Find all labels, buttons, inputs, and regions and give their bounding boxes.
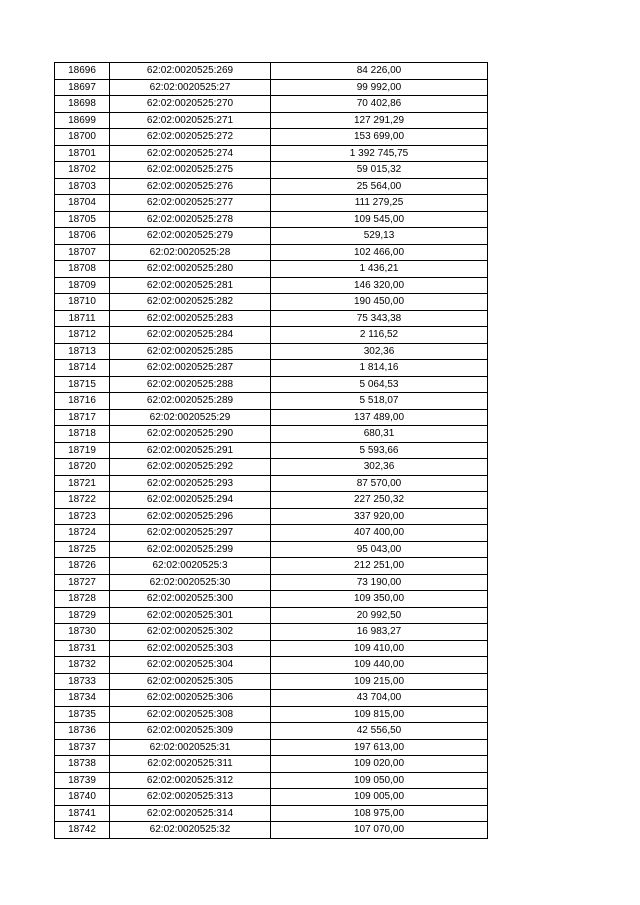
row-number-cell: 18733 [55, 673, 110, 690]
table-row [55, 640, 488, 657]
table-row [55, 492, 488, 509]
row-number-cell: 18702 [55, 162, 110, 179]
cadastral-number-cell: 62:02:0020525:303 [110, 640, 271, 657]
row-number-cell: 18713 [55, 343, 110, 360]
row-number-cell: 18704 [55, 195, 110, 212]
cadastral-number-cell: 62:02:0020525:304 [110, 657, 271, 674]
table-row [55, 277, 488, 294]
cadastral-number-cell: 62:02:0020525:283 [110, 310, 271, 327]
cadastral-number-cell: 62:02:0020525:313 [110, 789, 271, 806]
table-row [55, 789, 488, 806]
cadastral-number-cell: 62:02:0020525:274 [110, 145, 271, 162]
value-cell: 108 975,00 [271, 805, 488, 822]
row-number-cell: 18710 [55, 294, 110, 311]
table-row [55, 211, 488, 228]
table-row [55, 657, 488, 674]
value-cell: 109 440,00 [271, 657, 488, 674]
row-number-cell: 18734 [55, 690, 110, 707]
table-row [55, 112, 488, 129]
row-number-cell: 18703 [55, 178, 110, 195]
table-row [55, 343, 488, 360]
value-cell: 111 279,25 [271, 195, 488, 212]
cadastral-number-cell: 62:02:0020525:297 [110, 525, 271, 542]
value-cell: 43 704,00 [271, 690, 488, 707]
table-row [55, 541, 488, 558]
cadastral-value-table [54, 62, 488, 839]
table-row [55, 508, 488, 525]
row-number-cell: 18732 [55, 657, 110, 674]
cadastral-number-cell: 62:02:0020525:269 [110, 63, 271, 80]
table-row [55, 772, 488, 789]
table-row [55, 426, 488, 443]
row-number-cell: 18721 [55, 475, 110, 492]
row-number-cell: 18731 [55, 640, 110, 657]
row-number-cell: 18709 [55, 277, 110, 294]
cadastral-number-cell: 62:02:0020525:288 [110, 376, 271, 393]
table-row [55, 360, 488, 377]
row-number-cell: 18737 [55, 739, 110, 756]
cadastral-number-cell: 62:02:0020525:314 [110, 805, 271, 822]
table-row [55, 310, 488, 327]
value-cell: 302,36 [271, 343, 488, 360]
value-cell: 212 251,00 [271, 558, 488, 575]
row-number-cell: 18739 [55, 772, 110, 789]
cadastral-number-cell: 62:02:0020525:280 [110, 261, 271, 278]
cadastral-number-cell: 62:02:0020525:299 [110, 541, 271, 558]
cadastral-number-cell: 62:02:0020525:277 [110, 195, 271, 212]
table-row [55, 327, 488, 344]
row-number-cell: 18728 [55, 591, 110, 608]
cadastral-number-cell: 62:02:0020525:291 [110, 442, 271, 459]
row-number-cell: 18698 [55, 96, 110, 113]
table-row [55, 409, 488, 426]
value-cell: 529,13 [271, 228, 488, 245]
table-row [55, 393, 488, 410]
cadastral-number-cell: 62:02:0020525:30 [110, 574, 271, 591]
value-cell: 407 400,00 [271, 525, 488, 542]
table-row [55, 178, 488, 195]
row-number-cell: 18735 [55, 706, 110, 723]
cadastral-number-cell: 62:02:0020525:3 [110, 558, 271, 575]
row-number-cell: 18726 [55, 558, 110, 575]
value-cell: 87 570,00 [271, 475, 488, 492]
value-cell: 1 814,16 [271, 360, 488, 377]
value-cell: 109 545,00 [271, 211, 488, 228]
value-cell: 109 350,00 [271, 591, 488, 608]
table-row [55, 195, 488, 212]
cadastral-number-cell: 62:02:0020525:281 [110, 277, 271, 294]
table-row [55, 261, 488, 278]
table-row [55, 739, 488, 756]
table-row [55, 706, 488, 723]
table-row [55, 558, 488, 575]
value-cell: 302,36 [271, 459, 488, 476]
table-row [55, 723, 488, 740]
table-body [55, 63, 488, 839]
row-number-cell: 18742 [55, 822, 110, 839]
row-number-cell: 18723 [55, 508, 110, 525]
table-row [55, 459, 488, 476]
cadastral-number-cell: 62:02:0020525:271 [110, 112, 271, 129]
row-number-cell: 18729 [55, 607, 110, 624]
value-cell: 25 564,00 [271, 178, 488, 195]
cadastral-number-cell: 62:02:0020525:306 [110, 690, 271, 707]
row-number-cell: 18697 [55, 79, 110, 96]
table-row [55, 607, 488, 624]
value-cell: 75 343,38 [271, 310, 488, 327]
cadastral-number-cell: 62:02:0020525:309 [110, 723, 271, 740]
value-cell: 1 392 745,75 [271, 145, 488, 162]
value-cell: 99 992,00 [271, 79, 488, 96]
row-number-cell: 18719 [55, 442, 110, 459]
cadastral-number-cell: 62:02:0020525:29 [110, 409, 271, 426]
value-cell: 95 043,00 [271, 541, 488, 558]
cadastral-number-cell: 62:02:0020525:275 [110, 162, 271, 179]
cadastral-number-cell: 62:02:0020525:276 [110, 178, 271, 195]
value-cell: 5 518,07 [271, 393, 488, 410]
row-number-cell: 18712 [55, 327, 110, 344]
cadastral-number-cell: 62:02:0020525:28 [110, 244, 271, 261]
cadastral-number-cell: 62:02:0020525:305 [110, 673, 271, 690]
value-cell: 137 489,00 [271, 409, 488, 426]
value-cell: 146 320,00 [271, 277, 488, 294]
cadastral-number-cell: 62:02:0020525:282 [110, 294, 271, 311]
row-number-cell: 18724 [55, 525, 110, 542]
table-row [55, 129, 488, 146]
value-cell: 127 291,29 [271, 112, 488, 129]
row-number-cell: 18725 [55, 541, 110, 558]
table-row [55, 145, 488, 162]
value-cell: 73 190,00 [271, 574, 488, 591]
cadastral-number-cell: 62:02:0020525:284 [110, 327, 271, 344]
row-number-cell: 18718 [55, 426, 110, 443]
table-row [55, 822, 488, 839]
table-row [55, 591, 488, 608]
table-row [55, 756, 488, 773]
cadastral-number-cell: 62:02:0020525:294 [110, 492, 271, 509]
row-number-cell: 18736 [55, 723, 110, 740]
value-cell: 197 613,00 [271, 739, 488, 756]
row-number-cell: 18740 [55, 789, 110, 806]
row-number-cell: 18708 [55, 261, 110, 278]
value-cell: 109 815,00 [271, 706, 488, 723]
cadastral-number-cell: 62:02:0020525:293 [110, 475, 271, 492]
row-number-cell: 18700 [55, 129, 110, 146]
cadastral-number-cell: 62:02:0020525:27 [110, 79, 271, 96]
cadastral-number-cell: 62:02:0020525:312 [110, 772, 271, 789]
value-cell: 42 556,50 [271, 723, 488, 740]
table-row [55, 574, 488, 591]
value-cell: 16 983,27 [271, 624, 488, 641]
table-row [55, 63, 488, 80]
table-row [55, 673, 488, 690]
value-cell: 5 593,66 [271, 442, 488, 459]
row-number-cell: 18711 [55, 310, 110, 327]
value-cell: 680,31 [271, 426, 488, 443]
cadastral-number-cell: 62:02:0020525:279 [110, 228, 271, 245]
row-number-cell: 18722 [55, 492, 110, 509]
table-row [55, 624, 488, 641]
cadastral-number-cell: 62:02:0020525:278 [110, 211, 271, 228]
value-cell: 84 226,00 [271, 63, 488, 80]
cadastral-number-cell: 62:02:0020525:289 [110, 393, 271, 410]
row-number-cell: 18714 [55, 360, 110, 377]
table-row [55, 805, 488, 822]
table-row [55, 442, 488, 459]
row-number-cell: 18699 [55, 112, 110, 129]
row-number-cell: 18738 [55, 756, 110, 773]
cadastral-number-cell: 62:02:0020525:301 [110, 607, 271, 624]
value-cell: 190 450,00 [271, 294, 488, 311]
row-number-cell: 18730 [55, 624, 110, 641]
value-cell: 102 466,00 [271, 244, 488, 261]
cadastral-number-cell: 62:02:0020525:31 [110, 739, 271, 756]
row-number-cell: 18717 [55, 409, 110, 426]
value-cell: 107 070,00 [271, 822, 488, 839]
table-row [55, 294, 488, 311]
row-number-cell: 18705 [55, 211, 110, 228]
value-cell: 2 116,52 [271, 327, 488, 344]
table-row [55, 376, 488, 393]
row-number-cell: 18720 [55, 459, 110, 476]
value-cell: 109 005,00 [271, 789, 488, 806]
table-row [55, 228, 488, 245]
row-number-cell: 18741 [55, 805, 110, 822]
table-row [55, 690, 488, 707]
table-row [55, 525, 488, 542]
value-cell: 1 436,21 [271, 261, 488, 278]
row-number-cell: 18696 [55, 63, 110, 80]
cadastral-number-cell: 62:02:0020525:32 [110, 822, 271, 839]
row-number-cell: 18707 [55, 244, 110, 261]
cadastral-number-cell: 62:02:0020525:302 [110, 624, 271, 641]
row-number-cell: 18715 [55, 376, 110, 393]
value-cell: 5 064,53 [271, 376, 488, 393]
table-row [55, 162, 488, 179]
value-cell: 20 992,50 [271, 607, 488, 624]
value-cell: 227 250,32 [271, 492, 488, 509]
value-cell: 109 020,00 [271, 756, 488, 773]
cadastral-number-cell: 62:02:0020525:272 [110, 129, 271, 146]
table-row [55, 244, 488, 261]
cadastral-number-cell: 62:02:0020525:285 [110, 343, 271, 360]
row-number-cell: 18716 [55, 393, 110, 410]
cadastral-number-cell: 62:02:0020525:292 [110, 459, 271, 476]
cadastral-number-cell: 62:02:0020525:287 [110, 360, 271, 377]
cadastral-number-cell: 62:02:0020525:296 [110, 508, 271, 525]
value-cell: 109 215,00 [271, 673, 488, 690]
row-number-cell: 18701 [55, 145, 110, 162]
cadastral-number-cell: 62:02:0020525:311 [110, 756, 271, 773]
cadastral-number-cell: 62:02:0020525:300 [110, 591, 271, 608]
value-cell: 337 920,00 [271, 508, 488, 525]
value-cell: 109 410,00 [271, 640, 488, 657]
table-row [55, 475, 488, 492]
table-row [55, 79, 488, 96]
value-cell: 153 699,00 [271, 129, 488, 146]
value-cell: 109 050,00 [271, 772, 488, 789]
cadastral-number-cell: 62:02:0020525:270 [110, 96, 271, 113]
table-row [55, 96, 488, 113]
cadastral-number-cell: 62:02:0020525:308 [110, 706, 271, 723]
value-cell: 59 015,32 [271, 162, 488, 179]
row-number-cell: 18706 [55, 228, 110, 245]
row-number-cell: 18727 [55, 574, 110, 591]
cadastral-number-cell: 62:02:0020525:290 [110, 426, 271, 443]
value-cell: 70 402,86 [271, 96, 488, 113]
